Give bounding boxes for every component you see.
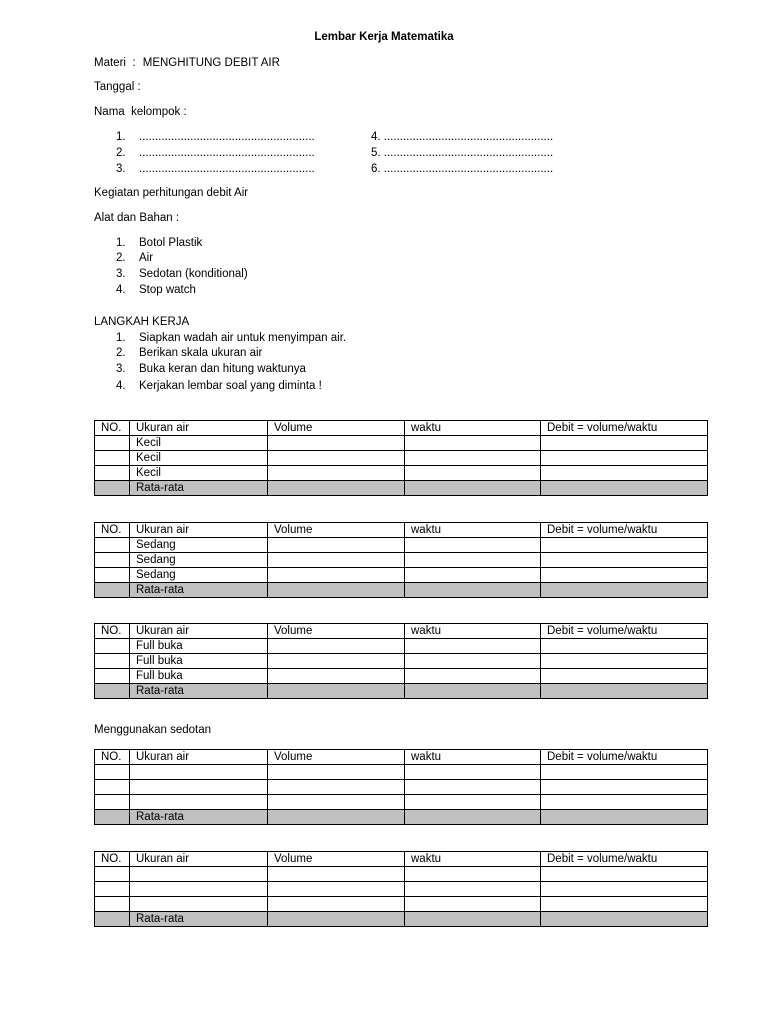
table-row: Full buka	[95, 654, 708, 669]
kegiatan-heading: Kegiatan perhitungan debit Air	[94, 187, 249, 199]
page-title: Lembar Kerja Matematika	[314, 31, 454, 43]
table-row: Full buka	[95, 639, 708, 654]
list-item: 2. Air	[116, 252, 154, 264]
list-item: 3. Buka keran dan hitung waktunya	[116, 363, 306, 375]
table-header-row: NO. Ukuran air Volume waktu Debit = volume/waktu	[95, 523, 708, 538]
tanggal-label: Tanggal :	[94, 81, 141, 93]
average-row: Rata-rata	[95, 912, 708, 927]
average-row: Rata-rata	[95, 481, 708, 496]
table-kecil	[94, 420, 708, 496]
table-row: Full buka	[95, 669, 708, 684]
nama-kelompok-label: Nama kelompok :	[94, 106, 187, 118]
table-sedang	[94, 522, 708, 598]
list-item: 2. Berikan skala ukuran air	[116, 347, 263, 359]
materi-value: MENGHITUNG DEBIT AIR	[142, 57, 280, 69]
table-row: Sedang	[95, 553, 708, 568]
table-header-row: NO. Ukuran air Volume waktu Debit = volume/waktu	[95, 750, 708, 765]
member-line: 5. .....................................................	[371, 147, 554, 159]
member-line: 2. .......................................................	[116, 147, 315, 159]
table-sedotan-2	[94, 851, 708, 927]
materi-line	[94, 57, 280, 69]
average-row: Rata-rata	[95, 684, 708, 699]
table-row	[95, 780, 708, 795]
table-row	[95, 765, 708, 780]
sedotan-heading: Menggunakan sedotan	[94, 724, 212, 736]
member-line: 1. .......................................................	[116, 131, 315, 143]
table-row: Kecil	[95, 436, 708, 451]
list-item: 4. Stop watch	[116, 284, 196, 296]
average-row: Rata-rata	[95, 810, 708, 825]
table-sedotan-1	[94, 749, 708, 825]
member-line: 4. .....................................................	[371, 131, 554, 143]
member-line: 3. .......................................................	[116, 163, 315, 175]
average-row: Rata-rata	[95, 583, 708, 598]
table-row: Sedang	[95, 538, 708, 553]
list-item: 1. Siapkan wadah air untuk menyimpan air.	[116, 332, 347, 344]
table-row	[95, 867, 708, 882]
table-header-row: NO. Ukuran air Volume waktu Debit = volume/waktu	[95, 421, 708, 436]
member-line: 6. .....................................................	[371, 163, 554, 175]
table-row	[95, 795, 708, 810]
list-item: 4. Kerjakan lembar soal yang diminta !	[116, 380, 322, 392]
table-full-buka	[94, 623, 708, 699]
table-row: Sedang	[95, 568, 708, 583]
list-item: 1. Botol Plastik	[116, 237, 203, 249]
table-row	[95, 897, 708, 912]
table-header-row: NO. Ukuran air Volume waktu Debit = volume/waktu	[95, 624, 708, 639]
table-header-row: NO. Ukuran air Volume waktu Debit = volume/waktu	[95, 852, 708, 867]
table-row: Kecil	[95, 466, 708, 481]
materi-label: Materi :	[94, 57, 136, 69]
table-row: Kecil	[95, 451, 708, 466]
list-item: 3. Sedotan (konditional)	[116, 268, 248, 280]
alat-bahan-label: Alat dan Bahan :	[94, 212, 180, 224]
table-row	[95, 882, 708, 897]
langkah-kerja-heading: LANGKAH KERJA	[94, 316, 190, 328]
